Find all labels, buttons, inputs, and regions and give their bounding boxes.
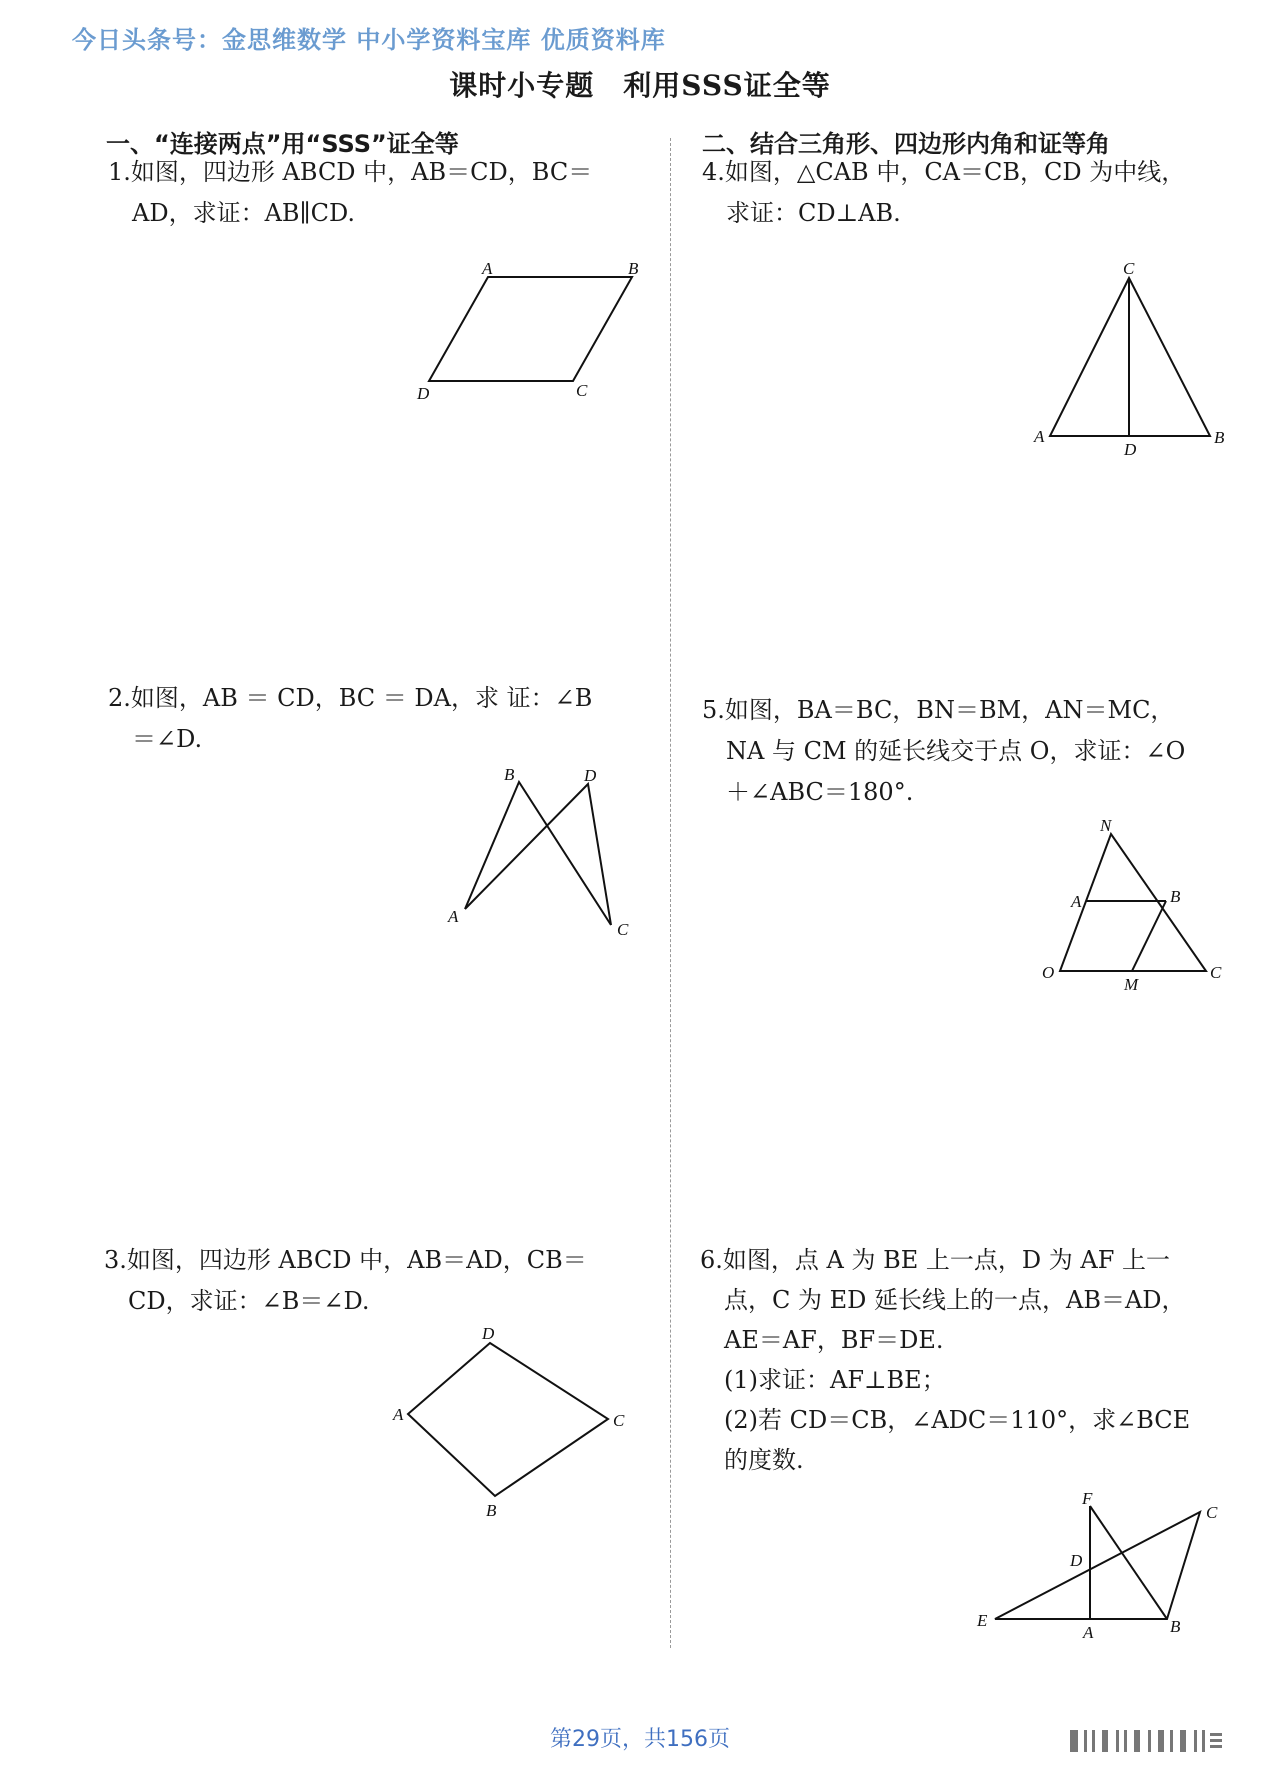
kite-abcd [408, 1343, 608, 1496]
problem-5-line-2: NA 与 CM 的延长线交于点 O，求证：∠O [726, 737, 1186, 765]
label-A: A [1034, 427, 1045, 446]
figure-3-kite [390, 1325, 640, 1520]
problem-6-line-3: AE＝AF，BF＝DE. [724, 1326, 944, 1354]
label-C: C [617, 920, 629, 939]
problem-3-line-2: CD，求证：∠B＝∠D. [128, 1287, 370, 1315]
section-heading-left: 一、“连接两点”用“SSS”证全等 [106, 130, 459, 158]
triangle-ebc [995, 1512, 1200, 1619]
segment-bm [1132, 901, 1166, 971]
problem-3 [104, 1240, 644, 1322]
problem-4 [702, 152, 1242, 234]
label-C: C [1210, 963, 1222, 982]
label-C: C [613, 1411, 625, 1430]
label-B: B [1170, 1617, 1181, 1636]
problem-5-line-3: ＋∠ABC＝180°. [726, 778, 914, 806]
label-A: A [1071, 892, 1082, 911]
problem-2 [108, 678, 648, 760]
label-B: B [628, 259, 639, 278]
polyline-a-d-c [465, 784, 611, 925]
problem-2-line-2: ＝∠D. [132, 725, 203, 753]
polyline-a-b-c [465, 782, 611, 925]
page-title: 课时小专题 利用SSS证全等 [449, 69, 831, 102]
label-M: M [1124, 975, 1139, 994]
problem-6 [700, 1240, 1250, 1480]
label-A: A [1083, 1623, 1094, 1642]
watermark: 今日头条号：金思维数学 中小学资料宝库 优质资料库 [72, 26, 666, 54]
page-number: 第29页，共156页 [550, 1727, 730, 1752]
label-D: D [584, 766, 597, 785]
problem-5-line-1: 5.如图，BA＝BC，BN＝BM，AN＝MC， [702, 696, 1175, 724]
problem-6-line-1: 6.如图，点 A 为 BE 上一点，D 为 AF 上一 [700, 1246, 1171, 1274]
figure-4-isosceles-triangle [1030, 258, 1230, 458]
figure-6 [970, 1490, 1230, 1660]
problem-5 [702, 690, 1242, 813]
problem-2-line-1: 2.如图，AB ＝ CD，BC ＝ DA，求 证：∠B [108, 684, 593, 712]
label-D: D [1070, 1551, 1083, 1570]
label-E: E [977, 1611, 988, 1630]
label-N: N [1100, 816, 1112, 835]
column-divider [670, 138, 671, 1648]
problem-1-line-1: 1.如图，四边形 ABCD 中，AB＝CD，BC＝ [108, 158, 593, 186]
label-C: C [1206, 1503, 1218, 1522]
figure-1-parallelogram [410, 255, 640, 405]
problem-6-line-6: 的度数. [724, 1446, 804, 1474]
problem-6-part-2: (2)若 CD＝CB，∠ADC＝110°，求∠BCE [724, 1406, 1191, 1434]
label-B: B [1214, 428, 1225, 447]
label-A: A [393, 1405, 404, 1424]
parallelogram-abcd [429, 277, 632, 381]
problem-3-line-1: 3.如图，四边形 ABCD 中，AB＝AD，CB＝ [104, 1246, 587, 1274]
problem-1 [108, 152, 648, 234]
label-B: B [486, 1501, 497, 1520]
problem-1-line-2: AD，求证：AB∥CD. [132, 199, 356, 227]
label-A: A [448, 907, 459, 926]
label-D: D [482, 1324, 495, 1343]
label-B: B [504, 765, 515, 784]
label-D: D [417, 384, 430, 403]
figure-2-crossed-segments [440, 762, 640, 942]
figure-5 [1026, 812, 1236, 992]
problem-4-line-2: 求证：CD⊥AB. [726, 199, 901, 227]
triangle-noc [1060, 834, 1206, 971]
problem-6-line-2: 点，C 为 ED 延长线上的一点，AB＝AD， [724, 1286, 1186, 1314]
problem-6-part-1: (1)求证：AF⊥BE； [724, 1366, 946, 1394]
problem-4-line-1: 4.如图，△CAB 中，CA＝CB，CD 为中线， [702, 158, 1186, 186]
decorative-barcode [1070, 1728, 1260, 1754]
label-A: A [482, 259, 493, 278]
section-heading-right: 二、结合三角形、四边形内角和证等角 [702, 130, 1110, 158]
label-D: D [1124, 440, 1137, 459]
label-O: O [1042, 963, 1055, 982]
label-B: B [1170, 887, 1181, 906]
label-C: C [576, 381, 588, 400]
label-C: C [1123, 259, 1135, 278]
label-F: F [1082, 1489, 1093, 1508]
